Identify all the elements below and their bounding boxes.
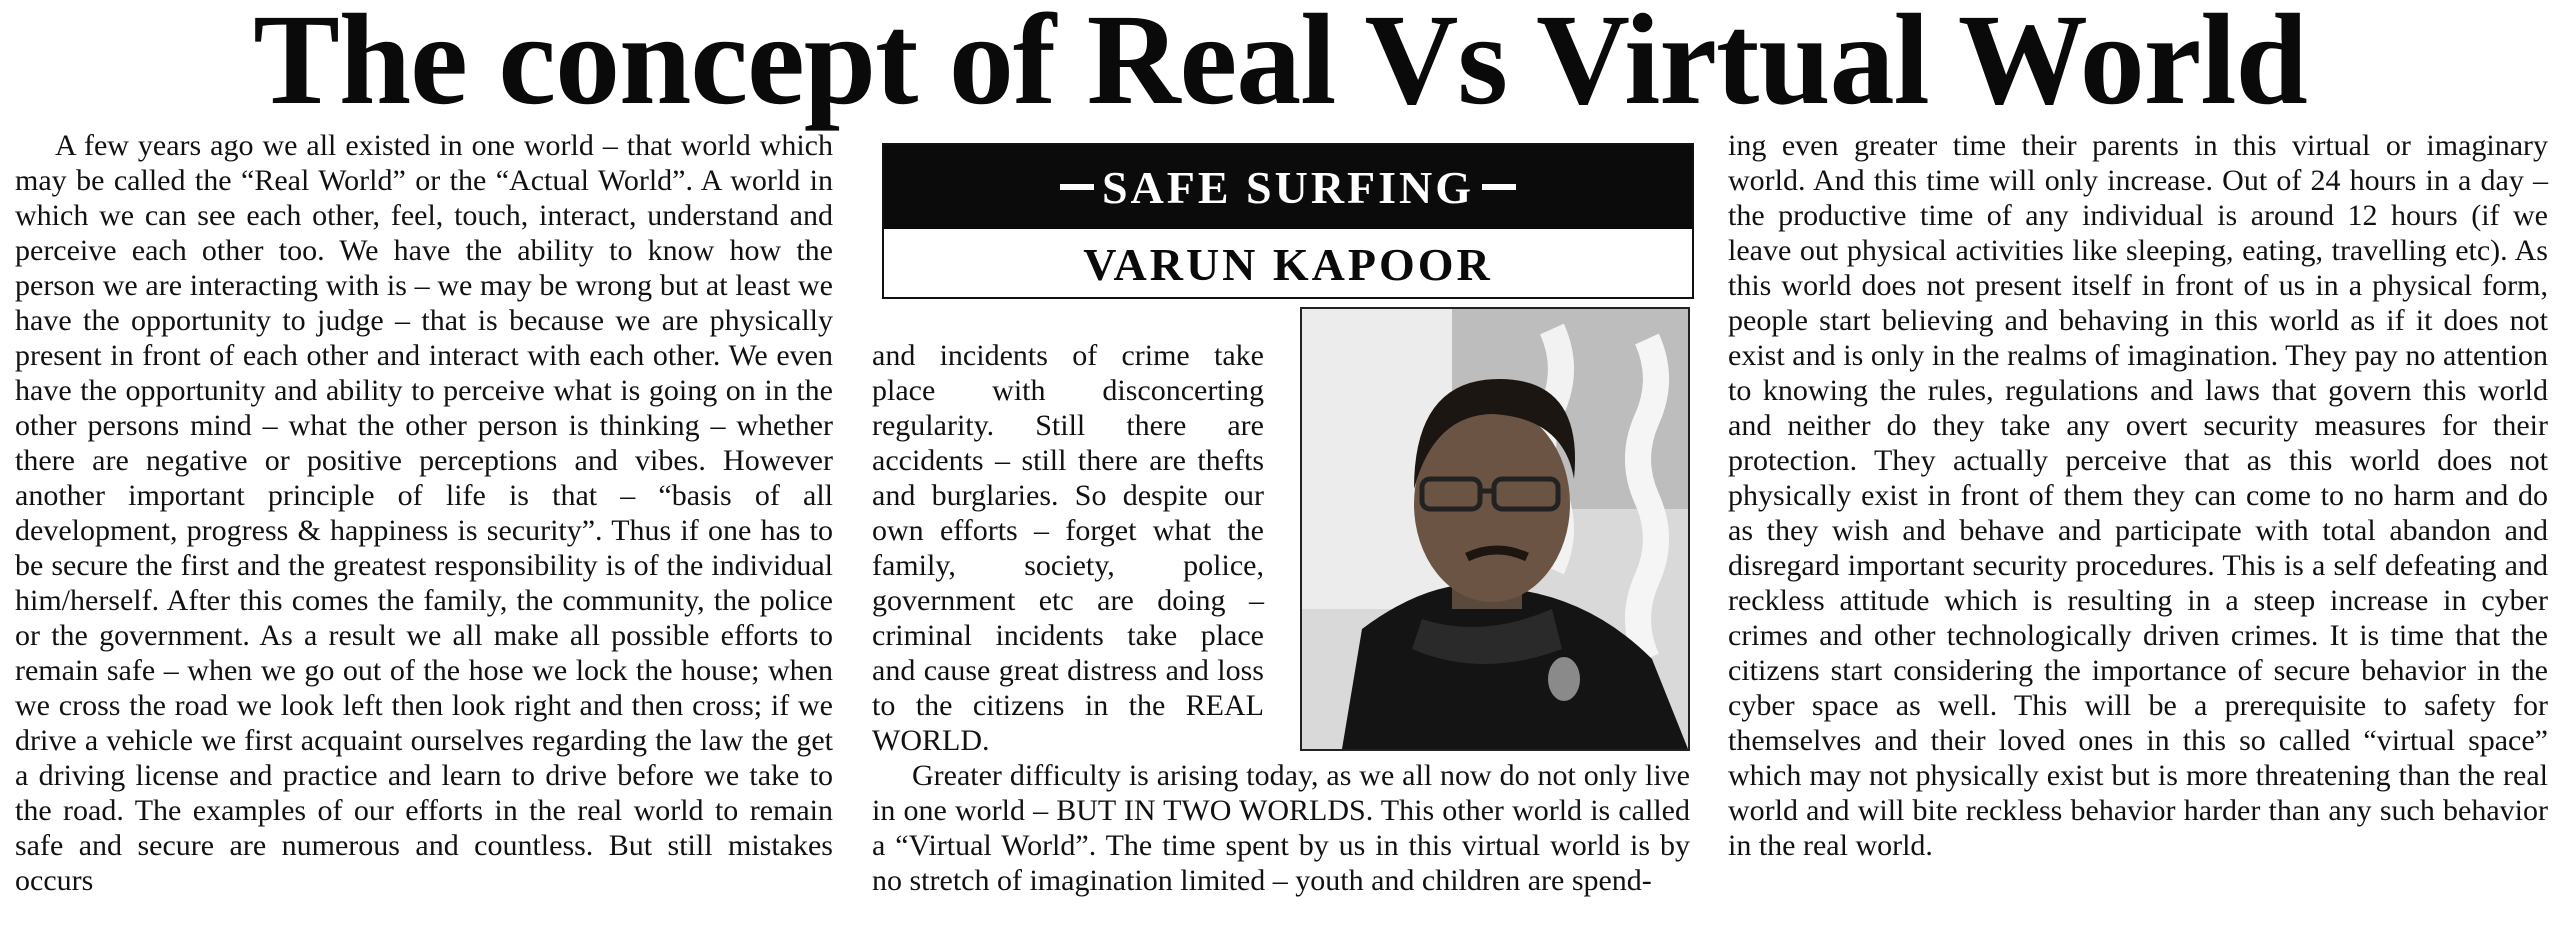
article-headline: The concept of Real Vs Virtual World (253, 0, 2307, 132)
author-name: VARUN KAPOOR (1083, 238, 1493, 290)
dash-left (1060, 184, 1094, 190)
column-banner (882, 143, 1694, 299)
paragraph: and incidents of crime take place with disconcerting regularity. Still there are accidents – still there are thefts and burglaries. So despite our own efforts – forget what the family, society, police, government etc are doing – criminal incidents take place and cause great distress and loss to the citizens in the REAL WORLD. (872, 339, 1264, 757)
article-column-2-top (872, 338, 1264, 758)
article-column-1 (15, 128, 833, 898)
paragraph: A few years ago we all existed in one world – that world which may be called the “Real World” or the “Actual World”. A world in which we can see each other, feel, touch, interact, understand and perceive each other too. We have the ability to know how the person we are interacting with is – we may be wrong but at least we have the opportunity to judge – that is because we are physically present in front of each other and interact with each other. We even have the opportunity and ability to perceive what is going on in the other persons mind – what the other person is thinking – whether there are negative or positive perceptions and vibes. However another important principle of life is that – “basis of all development, progress & happiness is security”. Thus if one has to be secure the first and the greatest responsibility is of the individual him/herself. After this comes the family, the community, the police or the government. As a result we all make all possible efforts to remain safe – when we go out of the hose we lock the house; when we cross the road we look left then look right and then cross; if we drive a vehicle we first acquaint ourselves regarding the law the get a driving license and practice and learn to drive before we take to the road. The examples of our efforts in the real world to remain safe and secure are numerous and countless. But still mistakes occurs (15, 129, 833, 897)
author-portrait-image (1302, 309, 1688, 749)
article-column-3 (1728, 128, 2548, 863)
dash-right (1482, 184, 1516, 190)
author-photo (1300, 307, 1690, 751)
section-label: SAFE SURFING (1101, 161, 1475, 213)
paragraph: Greater difficulty is arising today, as we all now do not only live in one world – BUT IN TWO WORLDS. This other world is called a “Virtual World”. The time spent by us in this virtual world is by no stretch of imagination limited – youth and children are spend- (872, 759, 1690, 897)
article-column-2-bottom (872, 758, 1690, 898)
section-label-bar (884, 145, 1692, 229)
paragraph: ing even greater time their parents in this virtual or imaginary world. And this time will only increase. Out of 24 hours in a day – the productive time of any individual is around 12 hours (if we leave out physical activities like sleeping, eating, travelling etc). As this world does not present itself in front of us in a physical form, people start believing and behaving in this world as if it does not exist and is only in the realms of imagination. They pay no attention to knowing the rules, regulations and laws that govern this world and neither do they take any overt security measures for their protection. They actually perceive that as this world does not physically exist in front of them they can come to no harm and do as they wish and behave and participate with total abandon and disregard important security procedures. This is a self defeating and reckless attitude which is resulting in a steep increase in cyber crimes and other technologically driven crimes. It is time that the citizens start considering the importance of secure behavior in the cyber space as well. This will be a prerequisite to safety for themselves and their loved ones in this so called “virtual space” which may not physically exist but is more threatening than the real world and will bite reckless behavior harder than any such behavior in the real world. (1728, 129, 2548, 862)
